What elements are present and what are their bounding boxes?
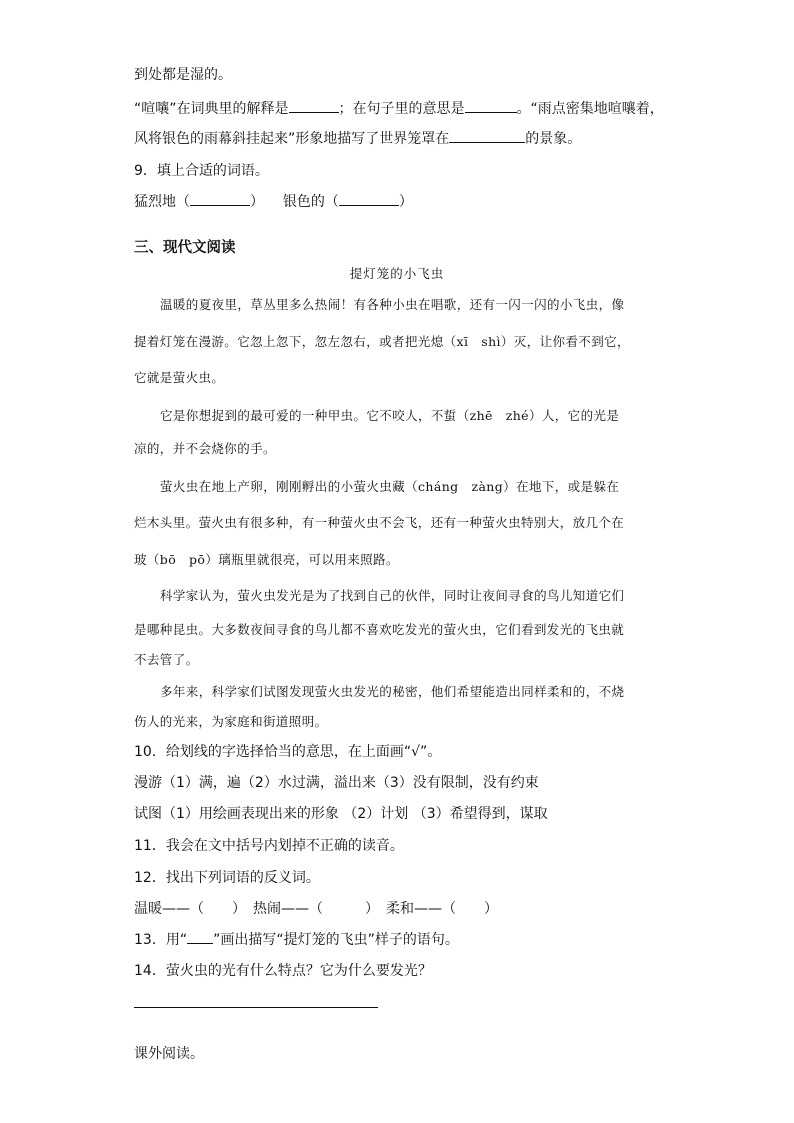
answer-blank[interactable] xyxy=(190,193,250,206)
answer-line[interactable] xyxy=(134,1007,378,1008)
line-text: ） xyxy=(250,194,264,210)
question-8-line-1 xyxy=(134,100,664,118)
passage-line: 烂木头里。萤火虫有很多种，有一种萤火虫不会飞，还有一种萤火虫特别大，放几个在 xyxy=(134,515,625,530)
passage-line: 伤人的光来，为家庭和街道照明。 xyxy=(134,714,328,729)
passage-line: 是哪种昆虫。大多数夜间寻食的鸟儿都不喜欢吃发光的萤火虫，它们看到发光的飞虫就 xyxy=(134,622,625,637)
underline-sample xyxy=(187,931,213,944)
outside-reading-heading: 课外阅读。 xyxy=(134,1046,204,1062)
answer-blank[interactable] xyxy=(465,100,517,113)
line-text: 到处都是湿的。 xyxy=(134,67,232,83)
question-10-option-a: 漫游（1）满，遍（2）水过满，溢出来（3）没有限制，没有约束 xyxy=(134,775,539,791)
question-10: 10．给划线的字选择恰当的意思，在上面画“√”。 xyxy=(134,744,442,760)
question-8-line-2 xyxy=(134,130,581,148)
question-9 xyxy=(134,162,269,180)
passage-line: 它是你想捉到的最可爱的一种甲虫。它不咬人，不蜇（zhē zhé）人，它的光是 xyxy=(160,408,620,423)
section-heading: 三、现代文阅读 xyxy=(134,240,236,256)
passage-line: 凉的，并不会烧你的手。 xyxy=(134,441,276,456)
passage-line: 温暖的夏夜里，草丛里多么热闹！有各种小虫在唱歌，还有一闪一闪的小飞虫，像 xyxy=(160,297,625,312)
question-10-option-b: 试图（1）用绘画表现出来的形象 （2）计划 （3）希望得到，谋取 xyxy=(134,806,548,822)
line-text: 的景象。 xyxy=(525,131,582,147)
passage-line: 科学家认为，萤火虫发光是为了找到自己的伙伴，同时让夜间寻食的鸟儿知道它们 xyxy=(160,588,625,603)
question-12-blanks: 温暖——（ ） 热闹——（ ） 柔和——（ ） xyxy=(134,901,498,917)
text-line xyxy=(134,66,232,84)
line-text: 13．用“ xyxy=(134,932,188,948)
line-text: 。“雨点密集地喧嚷着， xyxy=(516,101,664,117)
line-text: “喧嚷”在词典里的解释是 xyxy=(134,101,289,117)
line-text: 猛烈地（ xyxy=(134,194,190,210)
question-9-blanks xyxy=(134,193,413,211)
line-text: ”画出描写“提灯笼的飞虫”样子的语句。 xyxy=(213,932,459,948)
passage-line: 提着灯笼在漫游。它忽上忽下，忽左忽右，或者把光熄（xī shì）灭，让你看不到它， xyxy=(134,334,630,349)
passage-title: 提灯笼的小飞虫 xyxy=(349,266,445,281)
question-11: 11．我会在文中括号内划掉不正确的读音。 xyxy=(134,838,404,854)
line-text: ；在句子里的意思是 xyxy=(338,101,465,117)
answer-blank[interactable] xyxy=(339,193,399,206)
answer-blank[interactable] xyxy=(289,100,339,113)
passage-line: 多年来，科学家们试图发现萤火虫发光的秘密，他们希望能造出同样柔和的，不烧 xyxy=(160,684,625,699)
line-text: 风将银色的雨幕斜挂起来”形象地描写了世界笼罩在 xyxy=(134,131,450,147)
line-text: ） xyxy=(398,194,413,210)
passage-line: 萤火虫在地上产卵，刚刚孵出的小萤火虫藏（cháng zàng）在地下，或是躲在 xyxy=(160,479,620,494)
passage-line: 玻（bō pō）璃瓶里就很亮，可以用来照路。 xyxy=(134,552,399,567)
question-12: 12．找出下列词语的反义词。 xyxy=(134,870,320,886)
question-text: 9．填上合适的词语。 xyxy=(134,163,269,179)
passage-line: 它就是萤火虫。 xyxy=(134,370,225,385)
passage-line: 不去管了。 xyxy=(134,652,199,667)
question-13 xyxy=(134,931,459,949)
question-14: 14．萤火虫的光有什么特点？它为什么要发光？ xyxy=(134,963,432,979)
line-text: 银色的（ xyxy=(282,194,339,210)
answer-blank[interactable] xyxy=(449,130,525,143)
